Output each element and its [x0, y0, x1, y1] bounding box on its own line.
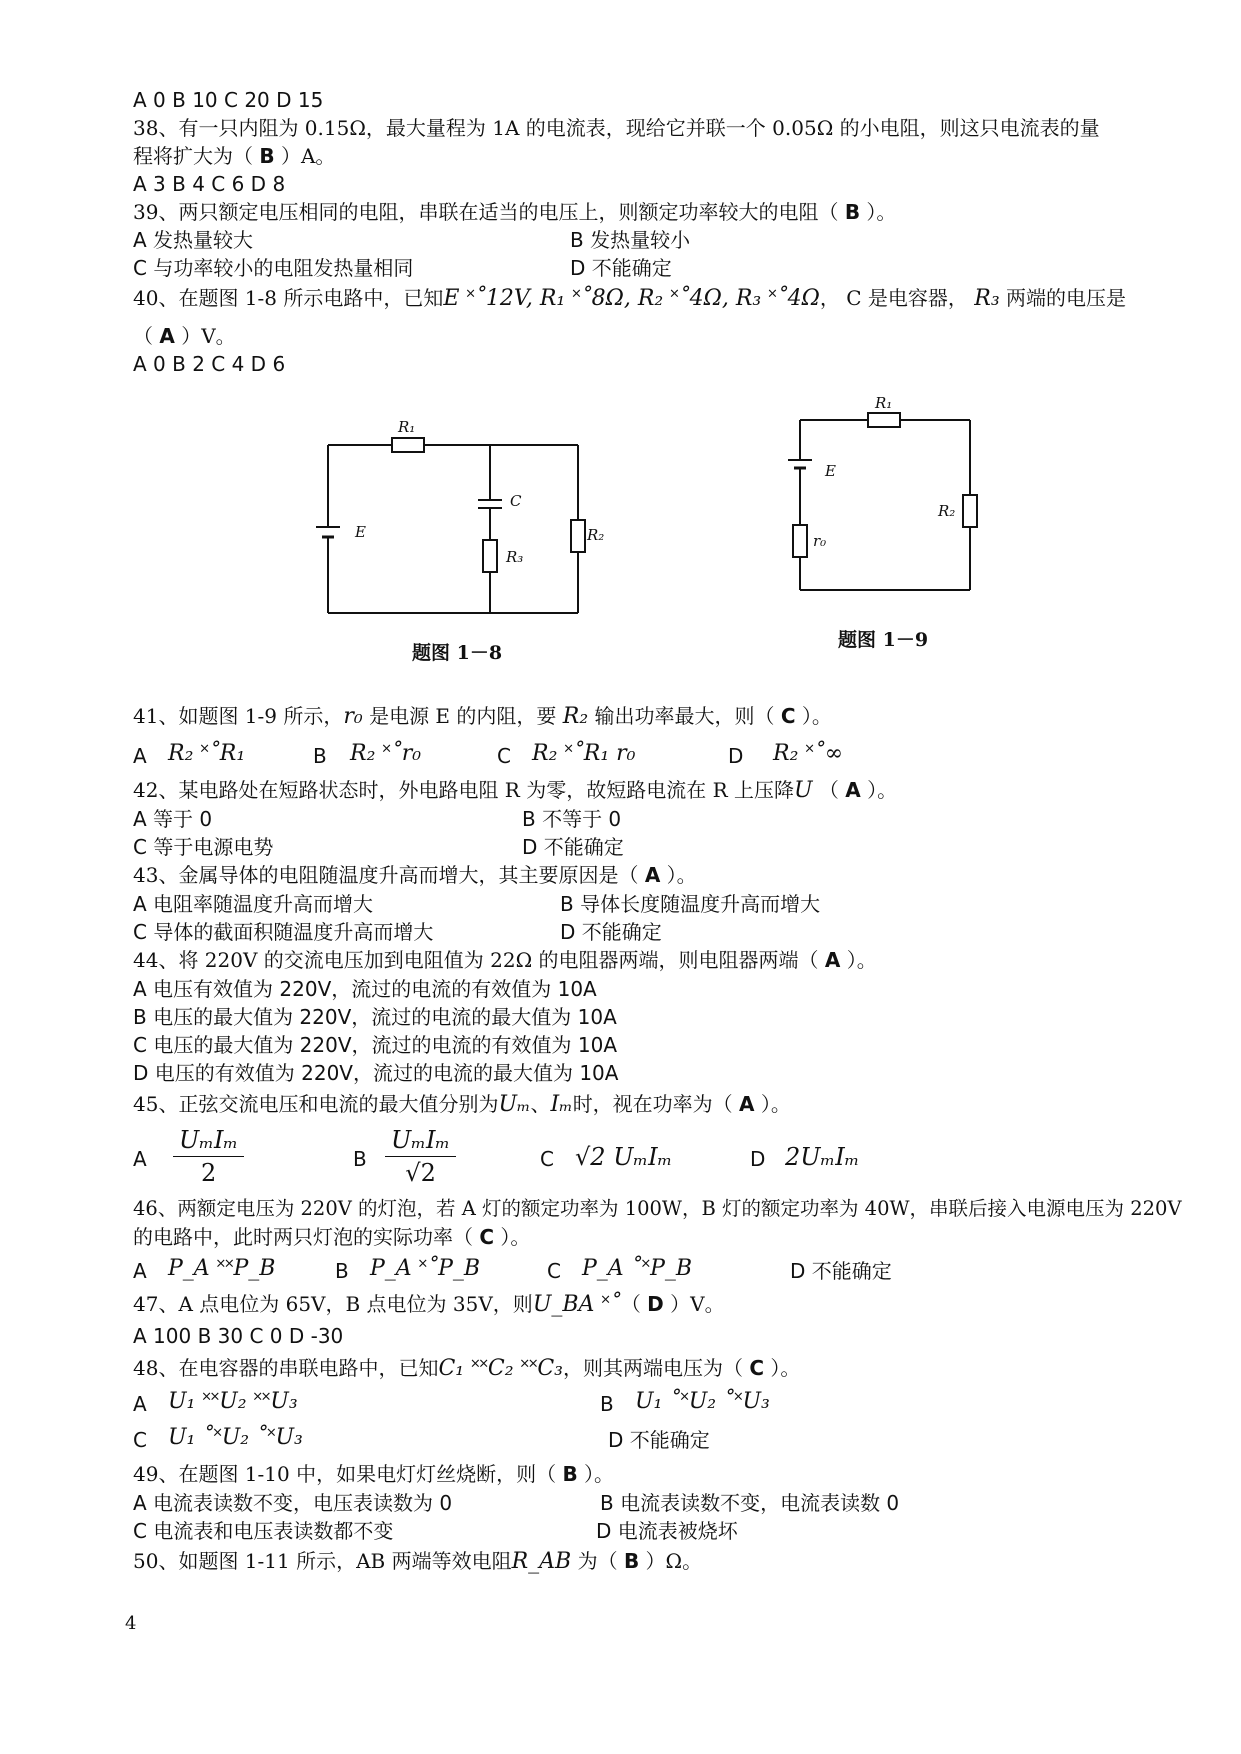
fig19-label-e: E: [825, 462, 836, 480]
q49-option-a: A 电流表读数不变，电压表读数为 0: [133, 1491, 453, 1515]
q40-formula: E ˟˚12V, R₁ ˟˚8Ω, R₂ ˟˚4Ω, R₃ ˟˚4Ω: [443, 286, 820, 311]
q46-option-b: P_A ˟˚P_B: [370, 1256, 481, 1281]
q44-answer: A: [824, 948, 841, 972]
q43-option-b: B 导体长度随温度升高而增大: [560, 892, 821, 916]
q42-option-b: B 不等于 0: [522, 807, 622, 831]
q48-option-b: U₁ ˚˟U₂ ˚˟U₃: [635, 1389, 770, 1414]
q41-option-d-letter: D: [728, 744, 744, 768]
q48-option-b-letter: B: [600, 1392, 614, 1416]
q46-option-c: P_A ˚˟P_B: [582, 1256, 693, 1281]
q48-option-d: D 不能确定: [608, 1428, 710, 1452]
q45-option-a-fraction: UₘIₘ 2: [173, 1124, 244, 1189]
q43-option-c: C 导体的截面积随温度升高而增大: [133, 920, 434, 944]
q48-option-a: U₁ ˟˟U₂ ˟˟U₃: [168, 1389, 298, 1414]
q41-option-c: R₂ ˟˚R₁ r₀: [532, 741, 636, 766]
q48-option-a-letter: A: [133, 1392, 147, 1416]
q39-option-d: D 不能确定: [570, 256, 672, 280]
q46-text-cont: 的电路中，此时两只灯泡的实际功率（ C ）。: [133, 1225, 531, 1249]
q49-option-d: D 电流表被烧坏: [596, 1519, 738, 1543]
circuit-figure-1-8: [300, 400, 605, 670]
figure-1-9-caption: 题图 1－9: [838, 629, 929, 651]
q41-option-d: R₂ ˟˚∞: [773, 741, 844, 766]
q47-options: A 100 B 30 C 0 D -30: [133, 1324, 344, 1348]
q40-text-cont: （ A ）V。: [133, 324, 236, 348]
page-number: 4: [125, 1613, 137, 1634]
q49-answer: B: [562, 1462, 578, 1486]
q38-answer: B: [259, 144, 275, 168]
q45-option-d: 2UₘIₘ: [785, 1143, 860, 1171]
q42-answer: A: [845, 778, 861, 802]
q43-text: 43、金属导体的电阻随温度升高而增大，其主要原因是（ A ）。: [133, 863, 697, 887]
q45-option-d-letter: D: [750, 1147, 766, 1171]
q50-answer: B: [623, 1549, 640, 1573]
q46-option-a-letter: A: [133, 1259, 147, 1283]
q45-option-c-letter: C: [540, 1147, 554, 1171]
fig19-label-r2: R₂: [938, 502, 956, 520]
q39-text: 39、两只额定电压相同的电阻，串联在适当的电压上，则额定功率较大的电阻（ B ）。: [133, 200, 897, 224]
q46-option-c-letter: C: [547, 1259, 561, 1283]
q48-option-c-letter: C: [133, 1428, 147, 1452]
q43-answer: A: [644, 863, 661, 887]
q44-text: 44、将 220V 的交流电压加到电阻值为 22Ω 的电阻器两端，则电阻器两端（ A ）。: [133, 948, 877, 972]
circuit-figure-1-9: [780, 390, 1020, 620]
q41-option-a-letter: A: [133, 744, 147, 768]
q40-answer: A: [159, 324, 175, 348]
fig18-label-r2: R₂: [587, 526, 605, 544]
q49-option-b: B 电流表读数不变，电流表读数 0: [600, 1491, 900, 1515]
q38-text: 38、有一只内阻为 0.15Ω，最大量程为 1A 的电流表，现给它并联一个 0.05Ω 的小电阻，则这只电流表的量: [133, 116, 1100, 140]
q44-option-a: A 电压有效值为 220V，流过的电流的有效值为 10A: [133, 977, 597, 1001]
fig18-label-e: E: [355, 523, 366, 541]
fig18-label-r3: R₃: [506, 548, 524, 566]
q41-text: 41、如题图 1-9 所示，r₀ 是电源 E 的内阻，要 R₂ 输出功率最大，则（ C ）。: [133, 704, 832, 729]
q37-option-a: A 0 B 10 C 20 D 15: [133, 88, 324, 112]
q41-option-c-letter: C: [497, 744, 511, 768]
q42-option-d: D 不能确定: [522, 835, 624, 859]
q44-option-d: D 电压的有效值为 220V，流过的电流的最大值为 10A: [133, 1061, 619, 1085]
q40-options: A 0 B 2 C 4 D 6: [133, 352, 286, 376]
q42-text: 42、某电路处在短路状态时，外电路电阻 R 为零，故短路电流在 R 上压降U （ A ）。: [133, 778, 898, 803]
q45-option-b-letter: B: [353, 1147, 367, 1171]
q45-option-c: √2 UₘIₘ: [575, 1143, 673, 1171]
fig18-label-c: C: [510, 492, 522, 510]
q49-text: 49、在题图 1-10 中，如果电灯灯丝烧断，则（ B ）。: [133, 1462, 615, 1486]
q48-option-c: U₁ ˚˟U₂ ˚˟U₃: [168, 1425, 303, 1450]
q45-option-b-fraction: UₘIₘ √2: [385, 1124, 456, 1189]
q44-option-c: C 电压的最大值为 220V，流过的电流的有效值为 10A: [133, 1033, 618, 1057]
q41-option-b: R₂ ˟˚r₀: [350, 741, 422, 766]
q45-answer: A: [739, 1092, 755, 1116]
q48-answer: C: [749, 1356, 765, 1380]
fig19-label-r1: R₁: [875, 394, 893, 412]
q47-answer: D: [647, 1292, 664, 1316]
fig19-label-r0: r₀: [813, 532, 827, 550]
q46-option-a: P_A ˟˟P_B: [168, 1256, 276, 1281]
q43-option-a: A 电阻率随温度升高而增大: [133, 892, 374, 916]
q46-answer: C: [479, 1225, 495, 1249]
q41-answer: C: [780, 704, 796, 728]
q42-option-a: A 等于 0: [133, 807, 213, 831]
q50-text: 50、如题图 1-11 所示，AB 两端等效电阻R_AB 为（ B ）Ω。: [133, 1549, 703, 1574]
q45-option-a-letter: A: [133, 1147, 147, 1171]
q39-option-c: C 与功率较小的电阻发热量相同: [133, 256, 414, 280]
fig18-label-r1: R₁: [398, 418, 416, 436]
q38-text-cont: 程将扩大为（ B ）A。: [133, 144, 336, 168]
q46-option-b-letter: B: [335, 1259, 349, 1283]
q43-option-d: D 不能确定: [560, 920, 662, 944]
q46-text: 46、两额定电压为 220V 的灯泡，若 A 灯的额定功率为 100W，B 灯的额定功率为 40W，串联后接入电源电压为 220V: [133, 1197, 1182, 1220]
figure-1-8-caption: 题图 1－8: [412, 642, 503, 664]
q48-text: 48、在电容器的串联电路中，已知C₁ ˟˟C₂ ˟˟C₃，则其两端电压为（ C ）。: [133, 1356, 801, 1381]
q41-option-b-letter: B: [313, 744, 327, 768]
q39-answer: B: [844, 200, 861, 224]
q47-text: 47、A 点电位为 65V，B 点电位为 35V，则U_BA ˟˚（ D ）V。: [133, 1292, 725, 1317]
q42-option-c: C 等于电源电势: [133, 835, 274, 859]
q40-text: 40、在题图 1-8 所示电路中，已知E ˟˚12V, R₁ ˟˚8Ω, R₂ ˟˚4Ω, R₃ ˟˚4Ω， C 是电容器， R₃ 两端的电压是: [133, 286, 1126, 311]
q46-option-d: D 不能确定: [790, 1259, 892, 1283]
q49-option-c: C 电流表和电压表读数都不变: [133, 1519, 394, 1543]
q45-text: 45、正弦交流电压和电流的最大值分别为Uₘ、Iₘ时，视在功率为（ A ）。: [133, 1092, 791, 1117]
q39-option-a: A 发热量较大: [133, 228, 254, 252]
q39-option-b: B 发热量较小: [570, 228, 691, 252]
q37-options: [133, 86, 323, 114]
q38-options: A 3 B 4 C 6 D 8: [133, 172, 286, 196]
q44-option-b: B 电压的最大值为 220V，流过的电流的最大值为 10A: [133, 1005, 617, 1029]
q41-option-a: R₂ ˟˚R₁: [168, 741, 246, 766]
